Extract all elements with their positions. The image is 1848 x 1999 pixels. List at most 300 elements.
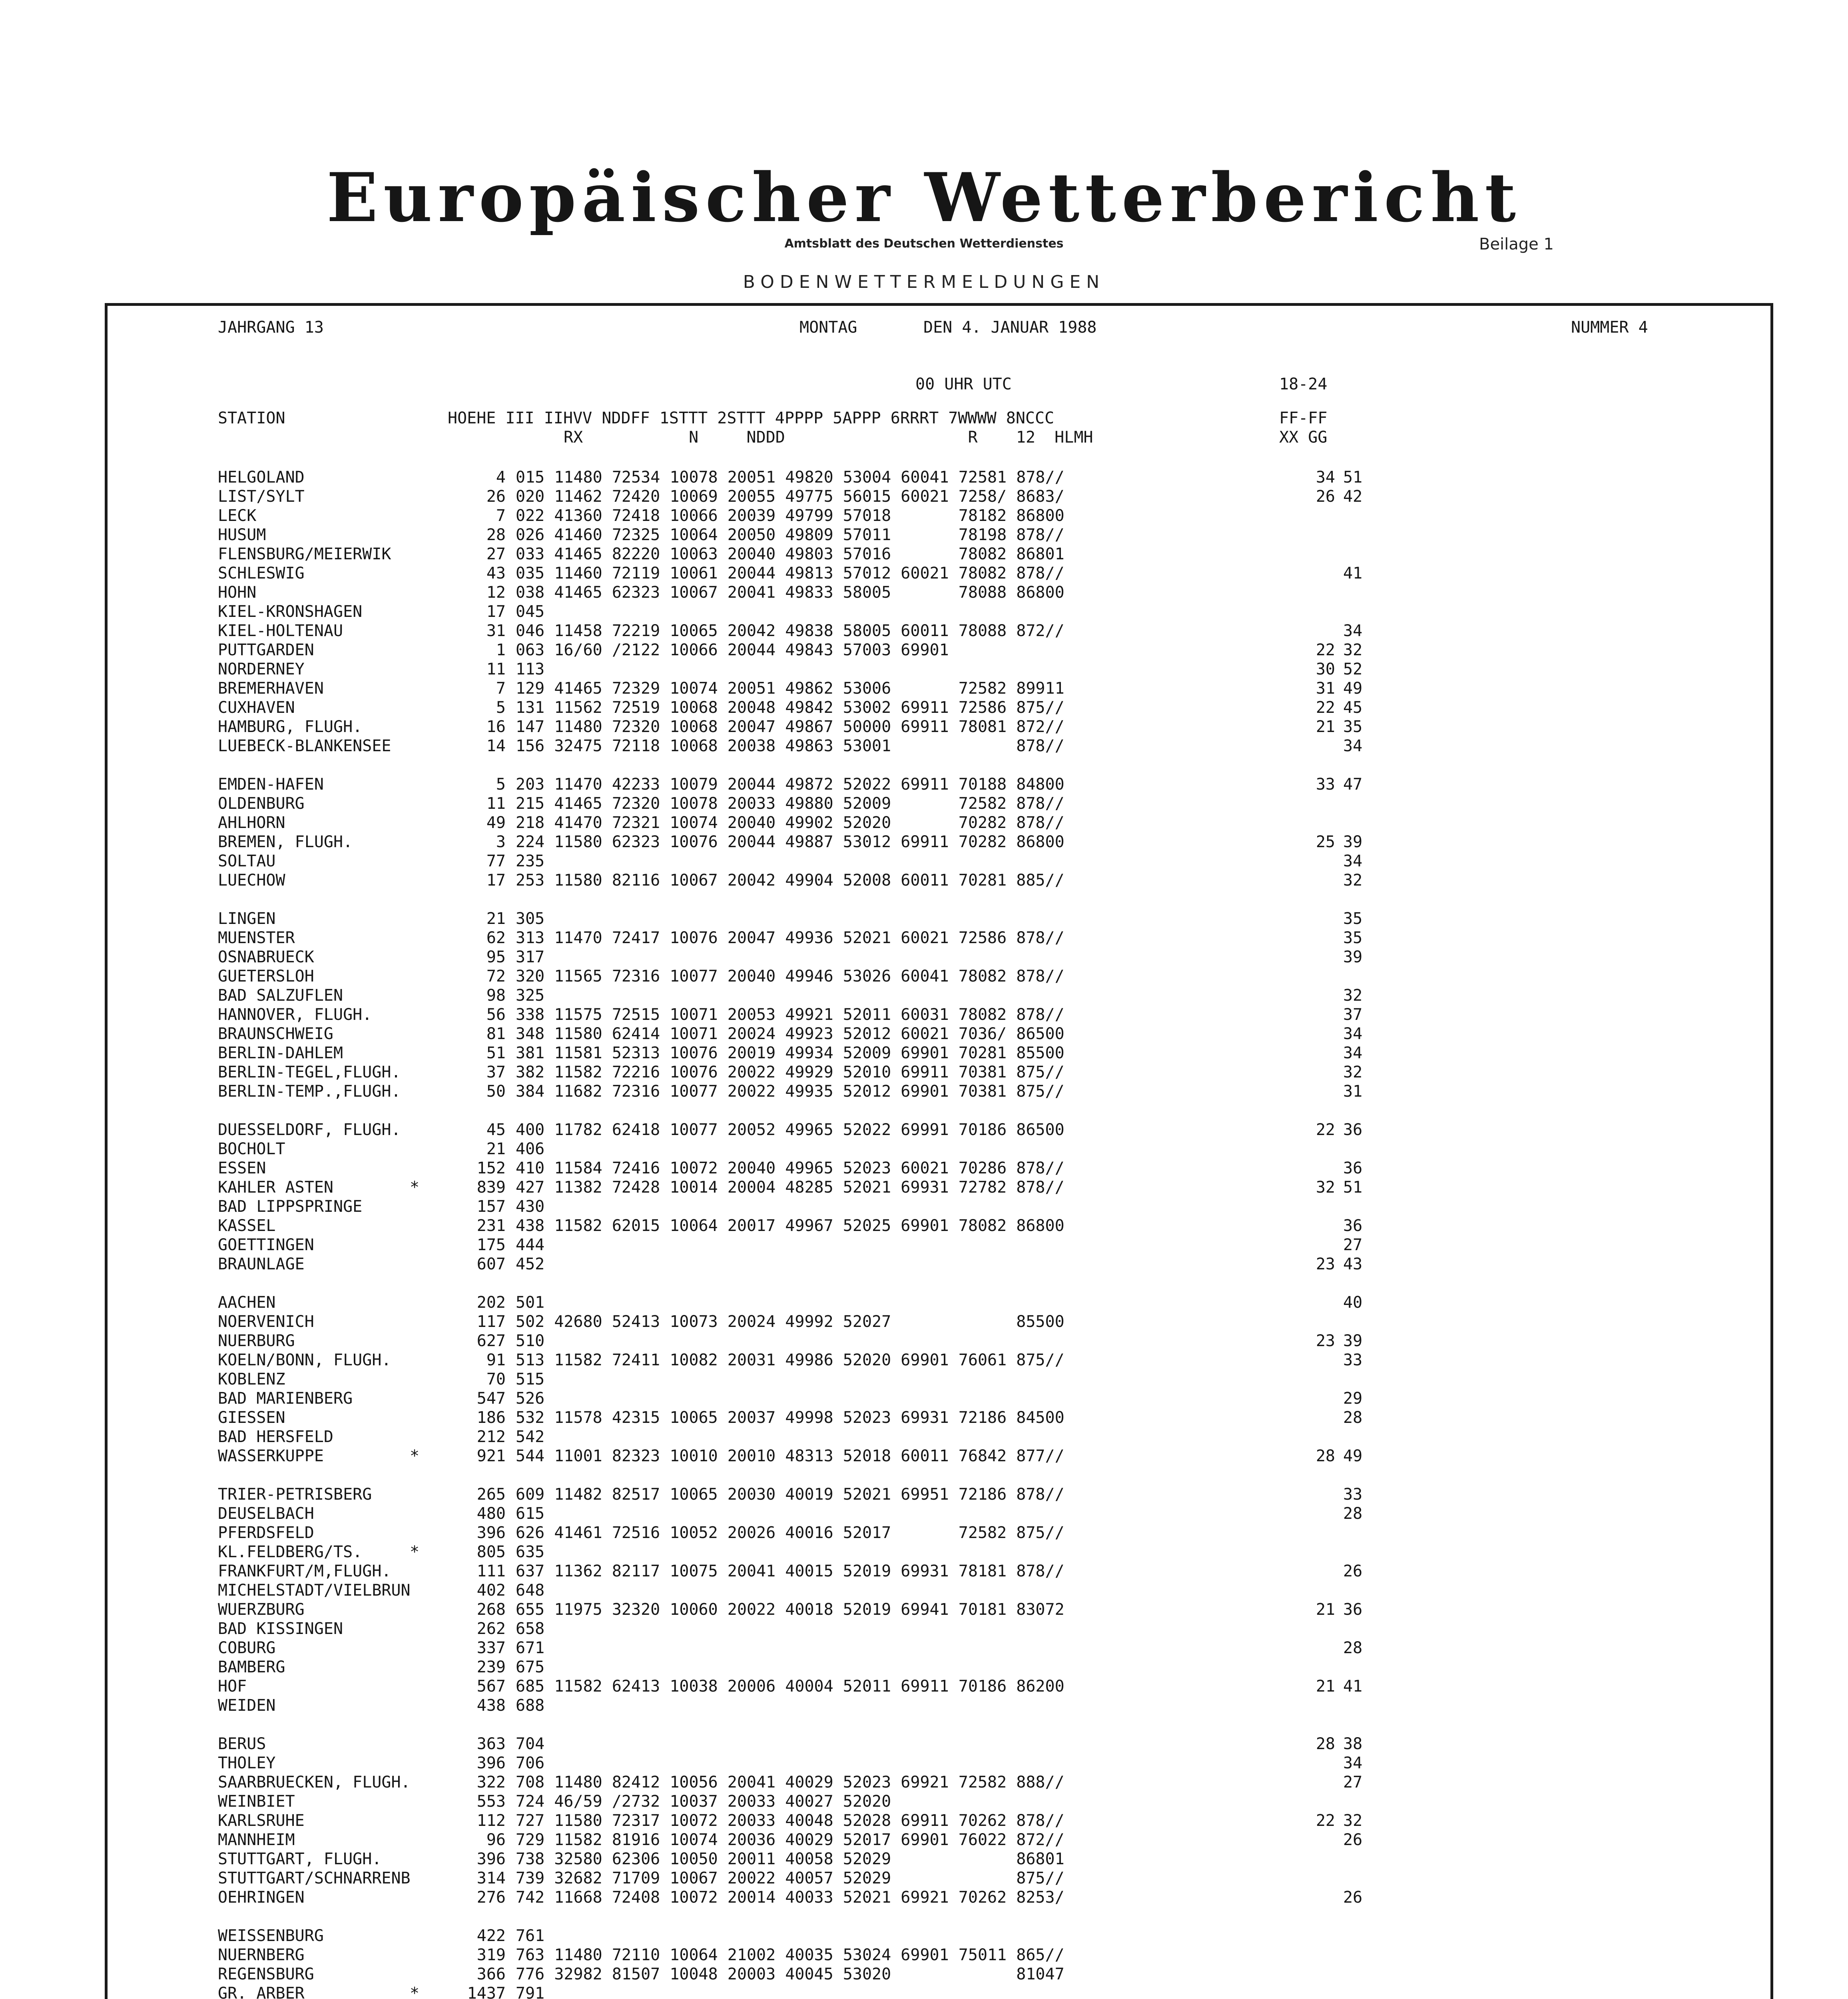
station-codes: 761: [516, 1927, 545, 1945]
station-height: 98: [486, 986, 506, 1005]
station-name: BRAUNSCHWEIG: [218, 1025, 333, 1043]
station-height: 4: [496, 468, 506, 487]
station-codes: 253 11580 82116 10067 20042 49904 52008 60011 70281 885//: [516, 871, 1065, 890]
wind-gg-value: 39: [1343, 833, 1363, 851]
wind-gg-value: 28: [1343, 1504, 1363, 1523]
station-height: 96: [486, 1831, 506, 1849]
station-codes: 063 16/60 /2122 10066 20044 49843 57003 69901: [516, 641, 949, 659]
wind-ff-value: 26: [1316, 487, 1335, 506]
ff-column-subheader: XX GG: [1279, 428, 1328, 447]
jahrgang-label: JAHRGANG 13: [218, 318, 324, 337]
station-codes: 203 11470 42233 10079 20044 49872 52022 69911 70188 84800: [516, 775, 1065, 794]
wind-gg-value: 47: [1343, 775, 1363, 794]
station-height: 21: [486, 1140, 506, 1158]
station-name: HOF: [218, 1677, 247, 1696]
station-height: 11: [486, 794, 506, 813]
station-name: SOLTAU: [218, 852, 276, 870]
station-codes: 038 41465 62323 10067 20041 49833 58005 78088 86800: [516, 583, 1065, 602]
wind-gg-value: 32: [1343, 986, 1363, 1005]
station-codes: 129 41465 72329 10074 20051 49862 53006 72582 89911: [516, 679, 1065, 698]
station-name: LUEBECK-BLANKENSEE: [218, 737, 391, 755]
wind-ff-value: 23: [1316, 1332, 1335, 1350]
station-name: REGENSBURG: [218, 1965, 314, 1983]
station-name: WEINBIET: [218, 1792, 295, 1811]
station-name: TRIER-PETRISBERG: [218, 1485, 372, 1504]
station-height: 70: [486, 1370, 506, 1389]
station-codes: 626 41461 72516 10052 20026 40016 52017 72582 875//: [516, 1524, 1065, 1542]
station-name: BERLIN-TEGEL,FLUGH.: [218, 1063, 401, 1081]
station-height: 7: [496, 507, 506, 525]
station-height: 337: [476, 1639, 506, 1657]
wind-gg-value: 51: [1343, 1178, 1363, 1197]
station-height: 14: [486, 737, 506, 755]
station-name: AACHEN: [218, 1293, 276, 1312]
wind-gg-value: 26: [1343, 1888, 1363, 1907]
station-codes: 526: [516, 1389, 545, 1408]
station-name: STUTTGART/SCHNARRENB: [218, 1869, 411, 1887]
station-codes: 502 42680 52413 10073 20024 49992 52027 85500: [516, 1313, 1065, 1331]
station-height: 231: [476, 1217, 506, 1235]
station-codes: 131 11562 72519 10068 20048 49842 53002 69911 72586 875//: [516, 698, 1065, 717]
station-name: BAD SALZUFLEN: [218, 986, 343, 1005]
wind-gg-value: 36: [1343, 1159, 1363, 1177]
station-name: SAARBRUECKEN, FLUGH.: [218, 1773, 411, 1792]
station-height: 322: [476, 1773, 506, 1792]
station-name: KASSEL: [218, 1217, 276, 1235]
station-name: KOELN/BONN, FLUGH.: [218, 1351, 391, 1369]
station-name: FLENSBURG/MEIERWIK: [218, 545, 391, 563]
station-height: 239: [476, 1658, 506, 1676]
station-height: 921: [476, 1447, 506, 1465]
station-height: 212: [476, 1428, 506, 1446]
wind-gg-value: 27: [1343, 1236, 1363, 1254]
station-codes: 147 11480 72320 10068 20047 49867 50000 69911 78081 872//: [516, 718, 1065, 736]
wind-gg-value: 41: [1343, 1677, 1363, 1696]
station-codes: 317: [516, 948, 545, 966]
station-height: 1: [496, 641, 506, 659]
station-height: 438: [476, 1696, 506, 1715]
station-name: DEUSELBACH: [218, 1504, 314, 1523]
wind-gg-value: 51: [1343, 468, 1363, 487]
wind-gg-value: 32: [1343, 1811, 1363, 1830]
station-height: 31: [486, 622, 506, 640]
station-codes: 791: [516, 1984, 545, 1999]
station-column-header: STATION: [218, 409, 285, 427]
station-name: COBURG: [218, 1639, 276, 1657]
station-codes: 544 11001 82323 10010 20010 48313 52018 60011 76842 877//: [516, 1447, 1065, 1465]
wind-gg-value: 52: [1343, 660, 1363, 678]
wind-gg-value: 32: [1343, 871, 1363, 890]
station-height: 62: [486, 929, 506, 947]
station-name: NUERBURG: [218, 1332, 295, 1350]
station-name: BERLIN-TEMP.,FLUGH.: [218, 1082, 401, 1101]
station-name: GIESSEN: [218, 1408, 285, 1427]
wind-gg-value: 35: [1343, 910, 1363, 928]
station-height: 363: [476, 1735, 506, 1753]
station-codes: 729 11582 81916 10074 20036 40029 52017 69901 76022 872//: [516, 1831, 1065, 1849]
section-title: BODENWETTERMELDUNGEN: [743, 272, 1105, 292]
station-name: SCHLESWIG: [218, 564, 305, 583]
beilage-label: Beilage 1: [1479, 235, 1554, 253]
wind-gg-value: 34: [1343, 1754, 1363, 1772]
mountain-station-marker: *: [410, 1543, 420, 1561]
wind-ff-value: 22: [1316, 1121, 1335, 1139]
wind-ff-value: 21: [1316, 1677, 1335, 1696]
wind-gg-value: 41: [1343, 564, 1363, 583]
wind-gg-value: 36: [1343, 1121, 1363, 1139]
mountain-station-marker: *: [410, 1984, 420, 1999]
station-codes: 685 11582 62413 10038 20006 40004 52011 69911 70186 86200: [516, 1677, 1065, 1696]
station-name: DUESSELDORF, FLUGH.: [218, 1121, 401, 1139]
station-height: 27: [486, 545, 506, 563]
date-label: DEN 4. JANUAR 1988: [923, 318, 1097, 337]
station-height: 396: [476, 1524, 506, 1542]
station-height: 17: [486, 871, 506, 890]
wind-ff-value: 23: [1316, 1255, 1335, 1273]
wind-gg-value: 36: [1343, 1217, 1363, 1235]
station-codes: 452: [516, 1255, 545, 1273]
wind-gg-value: 49: [1343, 1447, 1363, 1465]
station-height: 5: [496, 698, 506, 717]
wind-gg-value: 34: [1343, 622, 1363, 640]
wind-gg-value: 28: [1343, 1639, 1363, 1657]
station-codes: 033 41465 82220 10063 20040 49803 57016 78082 86801: [516, 545, 1065, 563]
station-name: PFERDSFELD: [218, 1524, 314, 1542]
station-name: KAHLER ASTEN: [218, 1178, 333, 1197]
station-codes: 635: [516, 1543, 545, 1561]
station-name: AHLHORN: [218, 814, 285, 832]
station-height: 396: [476, 1850, 506, 1868]
station-name: EMDEN-HAFEN: [218, 775, 324, 794]
station-name: HANNOVER, FLUGH.: [218, 1005, 372, 1024]
station-height: 72: [486, 967, 506, 986]
wind-gg-value: 31: [1343, 1082, 1363, 1101]
station-height: 28: [486, 526, 506, 544]
station-codes: 688: [516, 1696, 545, 1715]
wind-gg-value: 37: [1343, 1005, 1363, 1024]
station-codes: 381 11581 52313 10076 20019 49934 52009 69901 70281 85500: [516, 1044, 1065, 1062]
wind-gg-value: 26: [1343, 1831, 1363, 1849]
station-name: LIST/SYLT: [218, 487, 305, 506]
station-height: 56: [486, 1005, 506, 1024]
wind-gg-value: 33: [1343, 1351, 1363, 1369]
station-name: BREMERHAVEN: [218, 679, 324, 698]
station-height: 607: [476, 1255, 506, 1273]
station-height: 265: [476, 1485, 506, 1504]
wind-gg-value: 39: [1343, 948, 1363, 966]
station-name: HAMBURG, FLUGH.: [218, 718, 363, 736]
station-codes: 515: [516, 1370, 545, 1389]
wind-ff-value: 28: [1316, 1735, 1335, 1753]
station-name: BAD LIPPSPRINGE: [218, 1197, 363, 1216]
station-codes: 026 41460 72325 10064 20050 49809 57011 78198 878//: [516, 526, 1065, 544]
wind-ff-value: 28: [1316, 1447, 1335, 1465]
issue-number: NUMMER 4: [1571, 318, 1648, 337]
station-height: 547: [476, 1389, 506, 1408]
station-name: KIEL-HOLTENAU: [218, 622, 343, 640]
wind-gg-value: 39: [1343, 1332, 1363, 1350]
station-name: GUETERSLOH: [218, 967, 314, 986]
station-height: 202: [476, 1293, 506, 1312]
station-name: BAD MARIENBERG: [218, 1389, 353, 1408]
station-height: 5: [496, 775, 506, 794]
station-name: KL.FELDBERG/TS.: [218, 1543, 363, 1561]
station-height: 480: [476, 1504, 506, 1523]
mountain-station-marker: *: [410, 1178, 420, 1197]
station-height: 7: [496, 679, 506, 698]
station-name: BERUS: [218, 1735, 266, 1753]
station-codes: 438 11582 62015 10064 20017 49967 52025 69901 78082 86800: [516, 1217, 1065, 1235]
station-codes: 235: [516, 852, 545, 870]
station-name: MICHELSTADT/VIELBRUN: [218, 1581, 411, 1600]
station-height: 805: [476, 1543, 506, 1561]
station-codes: 739 32682 71709 10067 20022 40057 52029 875//: [516, 1869, 1065, 1887]
station-codes: 671: [516, 1639, 545, 1657]
station-codes: 406: [516, 1140, 545, 1158]
wind-ff-value: 22: [1316, 641, 1335, 659]
wind-ff-value: 21: [1316, 1600, 1335, 1619]
wind-ff-value: 32: [1316, 1178, 1335, 1197]
station-name: NORDERNEY: [218, 660, 305, 678]
station-height: 77: [486, 852, 506, 870]
station-height: 402: [476, 1581, 506, 1600]
station-name: KIEL-KRONSHAGEN: [218, 602, 363, 621]
station-codes: 427 11382 72428 10014 20004 48285 52021 69931 72782 878//: [516, 1178, 1065, 1197]
station-height: 117: [476, 1313, 506, 1331]
wind-gg-value: 38: [1343, 1735, 1363, 1753]
mountain-station-marker: *: [410, 1447, 420, 1465]
station-name: LINGEN: [218, 910, 276, 928]
wind-gg-value: 35: [1343, 718, 1363, 736]
station-name: KOBLENZ: [218, 1370, 285, 1389]
station-name: HOHN: [218, 583, 257, 602]
station-codes: 675: [516, 1658, 545, 1676]
station-name: KARLSRUHE: [218, 1811, 305, 1830]
station-codes: 325: [516, 986, 545, 1005]
station-name: BAD KISSINGEN: [218, 1620, 343, 1638]
station-codes: 763 11480 72110 10064 21002 40035 53024 69901 75011 865//: [516, 1946, 1065, 1964]
wind-gg-value: 34: [1343, 1025, 1363, 1043]
station-height: 366: [476, 1965, 506, 1983]
station-codes: 727 11580 72317 10072 20033 40048 52028 69911 70262 878//: [516, 1811, 1065, 1830]
station-codes: 348 11580 62414 10071 20024 49923 52012 60021 7036/ 86500: [516, 1025, 1065, 1043]
wind-gg-value: 26: [1343, 1562, 1363, 1580]
station-codes: 658: [516, 1620, 545, 1638]
wind-gg-value: 43: [1343, 1255, 1363, 1273]
station-name: WEISSENBURG: [218, 1927, 324, 1945]
station-height: 111: [476, 1562, 506, 1580]
station-codes: 430: [516, 1197, 545, 1216]
station-height: 268: [476, 1600, 506, 1619]
station-codes: 046 11458 72219 10065 20042 49838 58005 60011 78088 872//: [516, 622, 1065, 640]
station-height: 11: [486, 660, 506, 678]
station-height: 175: [476, 1236, 506, 1254]
station-codes: 338 11575 72515 10071 20053 49921 52011 60031 78082 878//: [516, 1005, 1065, 1024]
wind-ff-value: 21: [1316, 718, 1335, 736]
station-codes: 313 11470 72417 10076 20047 49936 52021 60021 72586 878//: [516, 929, 1065, 947]
station-codes: 215 41465 72320 10078 20033 49880 52009 72582 878//: [516, 794, 1065, 813]
station-codes: 637 11362 82117 10075 20041 40015 52019 69931 78181 878//: [516, 1562, 1065, 1580]
wind-gg-value: 32: [1343, 1063, 1363, 1081]
station-codes: 742 11668 72408 10072 20014 40033 52021 69921 70262 8253/: [516, 1888, 1065, 1907]
station-height: 91: [486, 1351, 506, 1369]
wind-gg-value: 36: [1343, 1600, 1363, 1619]
station-name: ESSEN: [218, 1159, 266, 1177]
station-height: 319: [476, 1946, 506, 1964]
station-codes: 706: [516, 1754, 545, 1772]
station-height: 12: [486, 583, 506, 602]
station-name: MANNHEIM: [218, 1831, 295, 1849]
station-name: PUTTGARDEN: [218, 641, 314, 659]
station-height: 553: [476, 1792, 506, 1811]
station-name: LUECHOW: [218, 871, 285, 890]
station-height: 3: [496, 833, 506, 851]
station-height: 16: [486, 718, 506, 736]
station-codes: 655 11975 32320 10060 20022 40018 52019 69941 70181 83072: [516, 1600, 1065, 1619]
station-name: THOLEY: [218, 1754, 276, 1772]
station-height: 45: [486, 1121, 506, 1139]
station-codes: 532 11578 42315 10065 20037 49998 52023 69931 72186 84500: [516, 1408, 1065, 1427]
document-title: Europäischer Wetterbericht: [327, 158, 1521, 237]
station-name: BRAUNLAGE: [218, 1255, 305, 1273]
station-height: 51: [486, 1044, 506, 1062]
wind-gg-value: 40: [1343, 1293, 1363, 1312]
wind-ff-value: 22: [1316, 1811, 1335, 1830]
wind-ff-value: 25: [1316, 833, 1335, 851]
station-name: HUSUM: [218, 526, 266, 544]
station-name: BAMBERG: [218, 1658, 285, 1676]
station-height: 276: [476, 1888, 506, 1907]
code-column-subheaders: RX N NDDD R 12 HLMH: [564, 428, 1093, 447]
wind-gg-value: 34: [1343, 852, 1363, 870]
station-height: 567: [476, 1677, 506, 1696]
station-height: 21: [486, 910, 506, 928]
station-name: STUTTGART, FLUGH.: [218, 1850, 382, 1868]
station-name: GR. ARBER: [218, 1984, 305, 1999]
wind-gg-value: 45: [1343, 698, 1363, 717]
station-height: 186: [476, 1408, 506, 1427]
station-name: BERLIN-DAHLEM: [218, 1044, 343, 1062]
station-codes: 444: [516, 1236, 545, 1254]
station-codes: 320 11565 72316 10077 20040 49946 53026 60041 78082 878//: [516, 967, 1065, 986]
station-codes: 704: [516, 1735, 545, 1753]
code-column-headers: HOEHE III IIHVV NDDFF 1STTT 2STTT 4PPPP 5APPP 6RRRT 7WWWW 8NCCC: [448, 409, 1055, 427]
station-name: BOCHOLT: [218, 1140, 285, 1158]
station-codes: 724 46/59 /2732 10037 20033 40027 52020: [516, 1792, 891, 1811]
station-codes: 035 11460 72119 10061 20044 49813 57012 60021 78082 878//: [516, 564, 1065, 583]
station-height: 17: [486, 602, 506, 621]
station-codes: 020 11462 72420 10069 20055 49775 56015 60021 7258/ 8683/: [516, 487, 1065, 506]
station-height: 152: [476, 1159, 506, 1177]
station-height: 95: [486, 948, 506, 966]
station-height: 314: [476, 1869, 506, 1887]
station-height: 396: [476, 1754, 506, 1772]
station-codes: 510: [516, 1332, 545, 1350]
station-codes: 113: [516, 660, 545, 678]
station-codes: 542: [516, 1428, 545, 1446]
station-codes: 156 32475 72118 10068 20038 49863 53001 878//: [516, 737, 1065, 755]
wind-ff-value: 33: [1316, 775, 1335, 794]
station-codes: 382 11582 72216 10076 20022 49929 52010 69911 70381 875//: [516, 1063, 1065, 1081]
station-codes: 615: [516, 1504, 545, 1523]
station-height: 839: [476, 1178, 506, 1197]
wind-gg-value: 35: [1343, 929, 1363, 947]
station-height: 627: [476, 1332, 506, 1350]
period-label: 18-24: [1279, 375, 1328, 393]
station-name: OEHRINGEN: [218, 1888, 305, 1907]
station-codes: 045: [516, 602, 545, 621]
station-name: WUERZBURG: [218, 1600, 305, 1619]
station-codes: 218 41470 72321 10074 20040 49902 52020 70282 878//: [516, 814, 1065, 832]
wind-ff-value: 30: [1316, 660, 1335, 678]
observation-time: 00 UHR UTC: [915, 375, 1012, 393]
station-name: HELGOLAND: [218, 468, 305, 487]
station-height: 1437: [467, 1984, 506, 1999]
station-height: 157: [476, 1197, 506, 1216]
station-codes: 501: [516, 1293, 545, 1312]
station-name: FRANKFURT/M,FLUGH.: [218, 1562, 391, 1580]
wind-gg-value: 28: [1343, 1408, 1363, 1427]
station-height: 81: [486, 1025, 506, 1043]
station-height: 112: [476, 1811, 506, 1830]
station-height: 50: [486, 1082, 506, 1101]
station-name: LECK: [218, 507, 257, 525]
station-height: 49: [486, 814, 506, 832]
station-codes: 015 11480 72534 10078 20051 49820 53004 60041 72581 878//: [516, 468, 1065, 487]
weekday-label: MONTAG: [799, 318, 857, 337]
wind-gg-value: 34: [1343, 737, 1363, 755]
station-name: CUXHAVEN: [218, 698, 295, 717]
ff-column-header: FF-FF: [1279, 409, 1328, 427]
station-height: 26: [486, 487, 506, 506]
station-name: OLDENBURG: [218, 794, 305, 813]
station-codes: 410 11584 72416 10072 20040 49965 52023 60021 70286 878//: [516, 1159, 1065, 1177]
wind-gg-value: 42: [1343, 487, 1363, 506]
wind-gg-value: 29: [1343, 1389, 1363, 1408]
station-name: WASSERKUPPE: [218, 1447, 324, 1465]
station-name: NOERVENICH: [218, 1313, 314, 1331]
station-name: WEIDEN: [218, 1696, 276, 1715]
station-codes: 384 11682 72316 10077 20022 49935 52012 69901 70381 875//: [516, 1082, 1065, 1101]
wind-ff-value: 34: [1316, 468, 1335, 487]
wind-gg-value: 32: [1343, 641, 1363, 659]
station-height: 422: [476, 1927, 506, 1945]
station-name: BREMEN, FLUGH.: [218, 833, 353, 851]
station-name: OSNABRUECK: [218, 948, 314, 966]
wind-gg-value: 27: [1343, 1773, 1363, 1792]
station-name: GOETTINGEN: [218, 1236, 314, 1254]
station-height: 37: [486, 1063, 506, 1081]
station-codes: 609 11482 82517 10065 20030 40019 52021 69951 72186 878//: [516, 1485, 1065, 1504]
station-codes: 513 11582 72411 10082 20031 49986 52020 69901 76061 875//: [516, 1351, 1065, 1369]
station-codes: 224 11580 62323 10076 20044 49887 53012 69911 70282 86800: [516, 833, 1065, 851]
station-codes: 022 41360 72418 10066 20039 49799 57018 78182 86800: [516, 507, 1065, 525]
wind-gg-value: 33: [1343, 1485, 1363, 1504]
station-codes: 708 11480 82412 10056 20041 40029 52023 69921 72582 888//: [516, 1773, 1065, 1792]
station-codes: 738 32580 62306 10050 20011 40058 52029 86801: [516, 1850, 1065, 1868]
station-codes: 648: [516, 1581, 545, 1600]
wind-gg-value: 49: [1343, 679, 1363, 698]
station-height: 43: [486, 564, 506, 583]
station-name: MUENSTER: [218, 929, 295, 947]
station-codes: 776 32982 81507 10048 20003 40045 53020 81047: [516, 1965, 1065, 1983]
station-height: 262: [476, 1620, 506, 1638]
station-name: NUERNBERG: [218, 1946, 305, 1964]
document-subtitle: Amtsblatt des Deutschen Wetterdienstes: [784, 237, 1064, 251]
wind-gg-value: 34: [1343, 1044, 1363, 1062]
wind-ff-value: 22: [1316, 698, 1335, 717]
station-codes: 400 11782 62418 10077 20052 49965 52022 69991 70186 86500: [516, 1121, 1065, 1139]
